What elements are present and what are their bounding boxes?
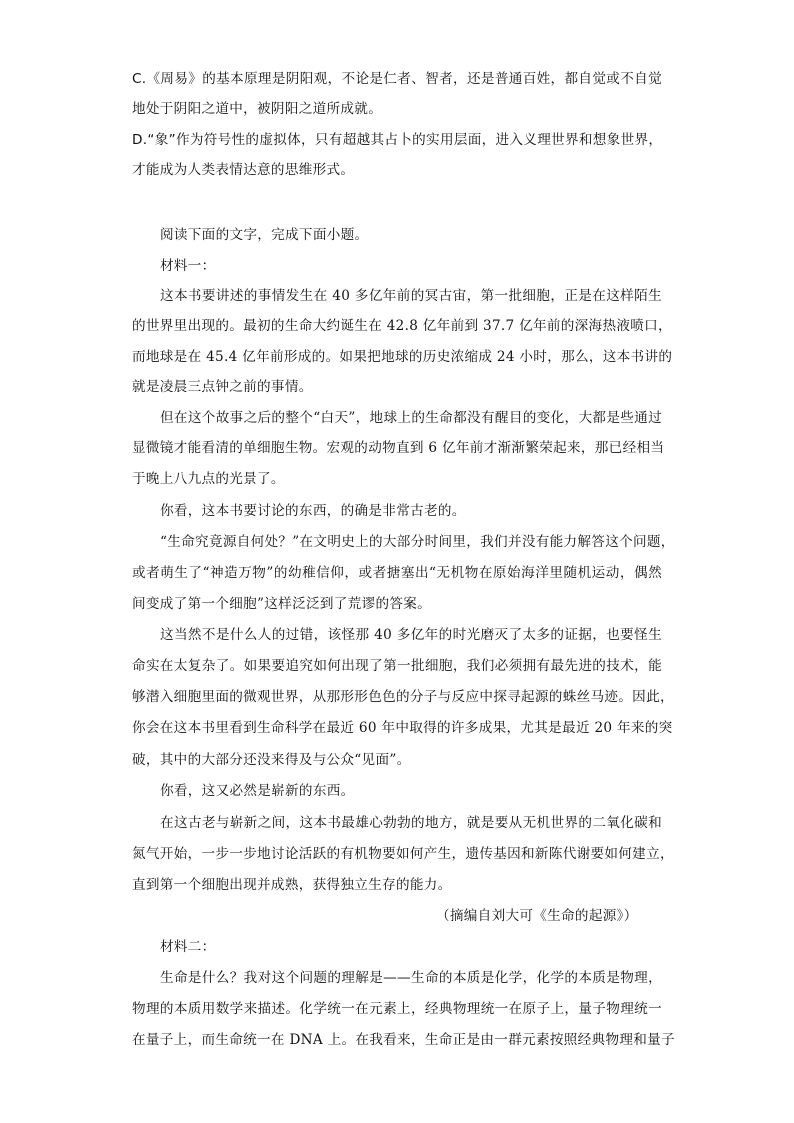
reading-instruction: 阅读下面的文字，完成下面小题。	[160, 227, 369, 243]
material-1-p4-line-3: 间变成了第一个细胞”这样泛泛到了荒谬的答案。	[132, 596, 432, 612]
material-1-p2-line-1: 但在这个故事之后的整个“白天”，地球上的生命都没有醒目的变化，大都是些通过	[160, 410, 662, 426]
material-1-label: 材料一：	[160, 258, 216, 274]
material-1-p4-line-2: 或者萌生了“神造万物”的幼稚信仰，或者搪塞出“无机物在原始海洋里随机运动，偶然	[132, 565, 662, 581]
material-1-p7-line-1: 在这古老与崭新之间，这本书最雄心勃勃的地方，就是要从无机世界的二氧化碳和	[160, 815, 662, 831]
material-1-p7-line-3: 直到第一个细胞出现并成熟，获得独立生存的能力。	[132, 877, 452, 893]
material-1-p3: 你看，这本书要讨论的东西，的确是非常古老的。	[160, 503, 466, 519]
material-1-p7-line-2: 氮气开始，一步一步地讨论活跃的有机物要如何产生，遗传基因和新陈代谢要如何建立，	[132, 846, 674, 862]
material-1-p6: 你看，这又必然是崭新的东西。	[160, 783, 355, 799]
material-2-p1-line-2: 物理的本质用数学来描述。化学统一在元素上，经典物理统一在原子上，量子物理统一	[132, 1001, 662, 1017]
material-1-p5-line-2: 命实在太复杂了。如果要追究如何出现了第一批细胞，我们必须拥有最先进的技术，能	[132, 658, 662, 674]
material-1-p2-line-2: 显微镜才能看清的单细胞生物。宏观的动物直到 6 亿年前才渐渐繁荣起来，那已经相当	[132, 440, 665, 456]
material-1-p2-line-3: 于晚上八九点的光景了。	[132, 471, 285, 487]
material-1-p1-line-1: 这本书要讲述的事情发生在 40 多亿年前的冥古宙，第一批细胞，正是在这样陌生	[160, 288, 662, 304]
material-1-source: （摘编自刘大可《生命的起源》）	[436, 908, 638, 924]
material-2-p1-line-3: 在量子上，而生命统一在 DNA 上。在我看来，生命正是由一群元素按照经典物理和量子	[132, 1032, 675, 1048]
material-1-p5-line-5: 破，其中的大部分还没来得及与公众“见面”。	[132, 752, 411, 768]
material-1-p1-line-2: 的世界里出现的。最初的生命大约诞生在 42.8 亿年前到 37.7 亿年前的深海热液喷口，	[132, 318, 672, 334]
material-1-p4-line-1: “生命究竟源自何处？”在文明史上的大部分时间里，我们并没有能力解答这个问题，	[160, 534, 675, 550]
material-1-p1-line-3: 而地球是在 45.4 亿年前形成的。如果把地球的历史浓缩成 24 小时，那么，这本书讲的	[132, 349, 673, 365]
option-d-line-1: D.“象”作为符号性的虚拟体，只有超越其占卜的实用层面，进入义理世界和想象世界，	[132, 132, 663, 148]
material-2-label: 材料二：	[160, 939, 216, 955]
option-d-line-2: 才能成为人类表情达意的思维形式。	[132, 162, 355, 178]
option-c-line-2: 地处于阴阳之道中，被阴阳之道所成就。	[132, 101, 383, 117]
material-1-p5-line-3: 够潜入细胞里面的微观世界，从那形形色色的分子与反应中探寻起源的蛛丝马迹。因此，	[132, 689, 674, 705]
material-2-p1-line-1: 生命是什么？我对这个问题的理解是——生命的本质是化学，化学的本质是物理，	[160, 970, 662, 986]
material-1-p5-line-4: 你会在这本书里看到生命科学在最近 60 年中取得的许多成果，尤其是最近 20 年来的突	[132, 720, 673, 736]
material-1-p1-line-4: 就是凌晨三点钟之前的事情。	[132, 379, 313, 395]
material-1-p5-line-1: 这当然不是什么人的过错，该怪那 40 多亿年的时光磨灭了太多的证据，也要怪生	[160, 627, 662, 643]
option-c-line-1: C.《周易》的基本原理是阴阳观，不论是仁者、智者，还是普通百姓，都自觉或不自觉	[132, 71, 662, 87]
